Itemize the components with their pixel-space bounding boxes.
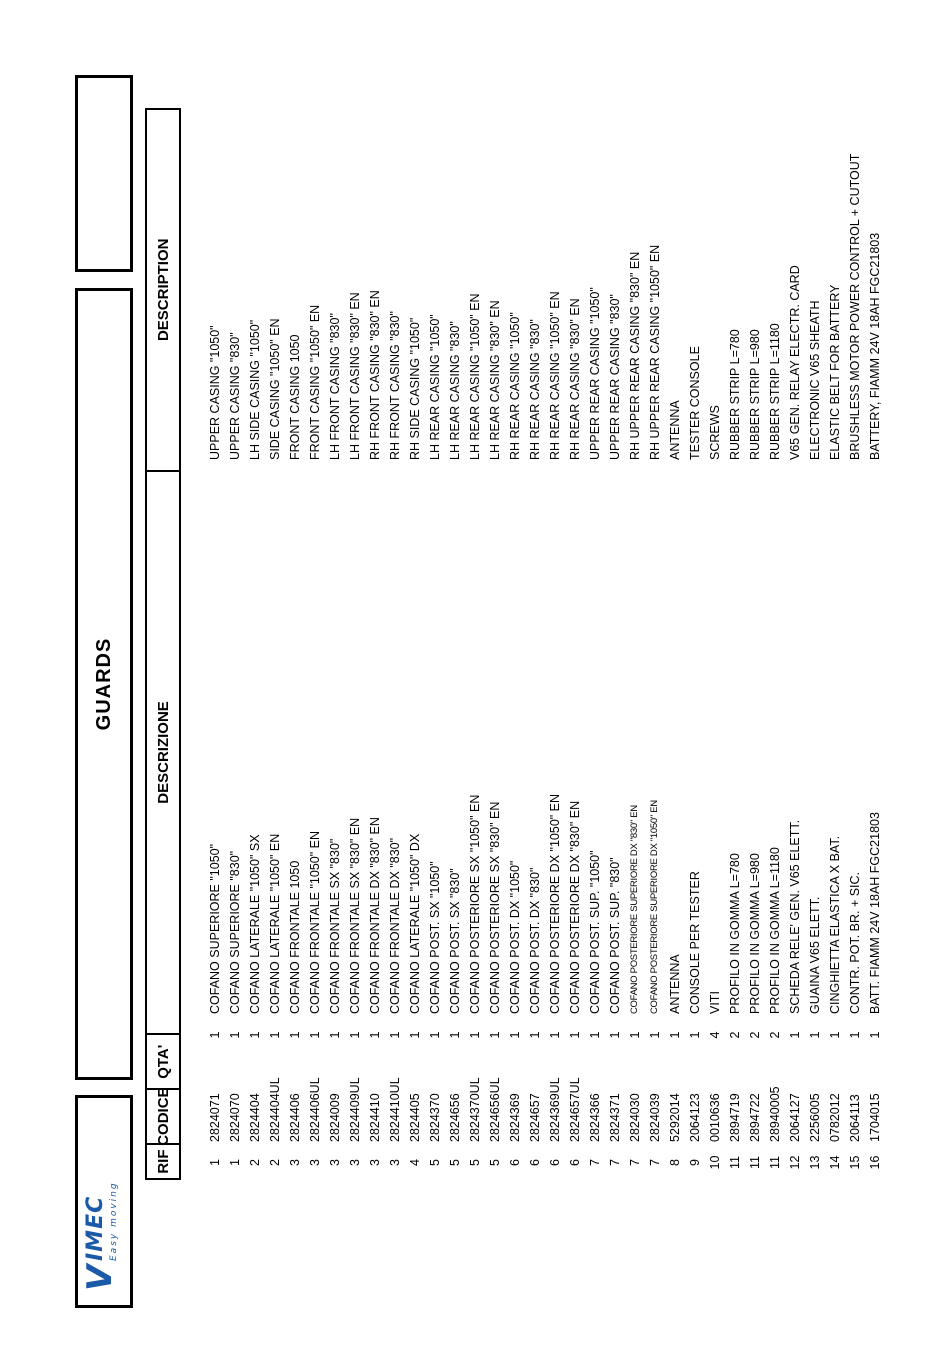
table-header bbox=[145, 108, 181, 1180]
cell-rif: 3 bbox=[308, 1159, 322, 1166]
cell-description: ELASTIC BELT FOR BATTERY bbox=[828, 284, 842, 460]
cell-rif: 2 bbox=[268, 1159, 282, 1166]
cell-codice: 2824404UL bbox=[268, 1077, 282, 1142]
cell-description: SIDE CASING "1050" EN bbox=[268, 318, 282, 460]
cell-descrizione: SCHEDA RELE' GEN. V65 ELETT. bbox=[788, 819, 802, 1014]
cell-descrizione: COFANO FRONTALE 1050 bbox=[288, 860, 302, 1014]
cell-codice: 2824404 bbox=[248, 1093, 262, 1142]
table-row bbox=[525, 108, 545, 1180]
cell-description: RH FRONT CASING "830" bbox=[388, 311, 402, 460]
cell-description: RH REAR CASING "830" bbox=[528, 319, 542, 460]
cell-descrizione: PROFILO IN GOMMA L=1180 bbox=[768, 847, 782, 1014]
header-description: DESCRIPTION bbox=[154, 238, 172, 342]
table-row bbox=[405, 108, 425, 1180]
cell-codice: 2824071 bbox=[208, 1093, 222, 1142]
cell-rif: 10 bbox=[708, 1155, 722, 1170]
cell-qta: 2 bbox=[768, 1031, 782, 1039]
table-row bbox=[305, 108, 325, 1180]
page-title: GUARDS bbox=[92, 637, 115, 731]
cell-codice: 2824657 bbox=[528, 1093, 542, 1142]
header-qta: QTA' bbox=[147, 1033, 179, 1088]
cell-qta: 1 bbox=[608, 1031, 622, 1039]
cell-codice: 2824030 bbox=[628, 1093, 642, 1142]
cell-descrizione: COFANO POST. SX "1050" bbox=[428, 861, 442, 1014]
cell-description: TESTER CONSOLE bbox=[688, 346, 702, 460]
cell-codice: 2824406UL bbox=[308, 1077, 322, 1142]
cell-description: ELECTRONIC V65 SHEATH bbox=[808, 300, 822, 460]
cell-rif: 6 bbox=[528, 1159, 542, 1166]
cell-qta: 1 bbox=[288, 1031, 302, 1039]
cell-rif: 16 bbox=[868, 1155, 882, 1170]
cell-description: V65 GEN. RELAY ELECTR. CARD bbox=[788, 265, 802, 460]
cell-descrizione: COFANO LATERALE "1050" EN bbox=[268, 833, 282, 1014]
cell-rif: 5 bbox=[468, 1159, 482, 1166]
cell-rif: 3 bbox=[368, 1159, 382, 1166]
cell-qta: 1 bbox=[268, 1031, 282, 1039]
cell-qta: 1 bbox=[788, 1031, 802, 1039]
table-row bbox=[645, 108, 665, 1180]
cell-codice: 1704015 bbox=[868, 1093, 882, 1142]
cell-description: LH SIDE CASING "1050" bbox=[248, 319, 262, 460]
cell-description: RUBBER STRIP L=1180 bbox=[768, 323, 782, 460]
cell-rif: 6 bbox=[508, 1159, 522, 1166]
cell-descrizione: COFANO FRONTALE DX "830" EN bbox=[368, 817, 382, 1014]
cell-qta: 1 bbox=[248, 1031, 262, 1039]
table-row bbox=[725, 108, 745, 1180]
cell-rif: 11 bbox=[728, 1156, 742, 1169]
cell-qta: 2 bbox=[728, 1031, 742, 1039]
cell-rif: 3 bbox=[288, 1159, 302, 1166]
cell-description: RH FRONT CASING "830" EN bbox=[368, 290, 382, 460]
cell-descrizione: COFANO POSTERIORE SUPERIORE DX "1050" EN bbox=[649, 800, 660, 1014]
cell-rif: 6 bbox=[548, 1159, 562, 1166]
cell-rif: 6 bbox=[568, 1159, 582, 1166]
cell-codice: 2824657UL bbox=[568, 1077, 582, 1142]
table-row bbox=[625, 108, 645, 1180]
cell-description: RH SIDE CASING "1050" bbox=[408, 317, 422, 460]
cell-description: RH REAR CASING "1050" bbox=[508, 312, 522, 460]
cell-qta: 1 bbox=[448, 1031, 462, 1039]
cell-description: UPPER CASING "1050" bbox=[208, 325, 222, 460]
blank-box bbox=[75, 75, 133, 272]
cell-codice: 2824009 bbox=[328, 1093, 342, 1142]
table-row bbox=[605, 108, 625, 1180]
cell-qta: 1 bbox=[688, 1031, 702, 1039]
logo-word: IMEC bbox=[83, 1195, 108, 1261]
cell-rif: 7 bbox=[628, 1159, 642, 1166]
cell-rif: 7 bbox=[648, 1159, 662, 1166]
cell-description: UPPER REAR CASING "1050" bbox=[588, 287, 602, 460]
table-row bbox=[565, 108, 585, 1180]
cell-qta: 1 bbox=[668, 1031, 682, 1039]
cell-descrizione: PROFILO IN GOMMA L=780 bbox=[728, 853, 742, 1014]
cell-rif: 3 bbox=[388, 1159, 402, 1166]
table-row bbox=[665, 108, 685, 1180]
cell-qta: 1 bbox=[328, 1031, 342, 1039]
cell-description: UPPER REAR CASING "830" bbox=[608, 294, 622, 460]
logo-letter: V bbox=[80, 1265, 120, 1291]
cell-qta: 1 bbox=[628, 1031, 642, 1039]
cell-qta: 1 bbox=[648, 1031, 662, 1039]
cell-description: RUBBER STRIP L=780 bbox=[728, 329, 742, 460]
cell-descrizione: COFANO FRONTALE SX "830" bbox=[328, 838, 342, 1014]
cell-qta: 1 bbox=[308, 1031, 322, 1039]
cell-codice: 2824410UL bbox=[388, 1077, 402, 1142]
cell-descrizione: COFANO FRONTALE SX "830" EN bbox=[348, 817, 362, 1014]
table-row bbox=[325, 108, 345, 1180]
cell-qta: 1 bbox=[368, 1031, 382, 1039]
table-row bbox=[845, 108, 865, 1180]
table-row bbox=[265, 108, 285, 1180]
cell-rif: 9 bbox=[688, 1159, 702, 1166]
cell-descrizione: COFANO POSTERIORE DX "1050" EN bbox=[548, 793, 562, 1014]
cell-rif: 7 bbox=[608, 1159, 622, 1166]
table-row bbox=[425, 108, 445, 1180]
table-row bbox=[285, 108, 305, 1180]
table-row bbox=[465, 108, 485, 1180]
cell-codice: 2894719 bbox=[728, 1093, 742, 1142]
table-row bbox=[865, 108, 885, 1180]
cell-codice: 2824369 bbox=[508, 1093, 522, 1142]
header-descrizione: DESCRIZIONE bbox=[147, 470, 179, 1034]
cell-qta: 1 bbox=[428, 1031, 442, 1039]
cell-qta: 1 bbox=[868, 1031, 882, 1039]
cell-qta: 1 bbox=[408, 1031, 422, 1039]
cell-rif: 5 bbox=[428, 1159, 442, 1166]
cell-descrizione: COFANO FRONTALE DX "830" bbox=[388, 837, 402, 1014]
cell-rif: 11 bbox=[768, 1156, 782, 1169]
table-row bbox=[585, 108, 605, 1180]
cell-descrizione: CONSOLE PER TESTER bbox=[688, 871, 702, 1014]
table-row bbox=[245, 108, 265, 1180]
cell-qta: 1 bbox=[208, 1031, 222, 1039]
header-codice: CODICE bbox=[147, 1088, 179, 1143]
cell-rif: 4 bbox=[408, 1159, 422, 1166]
cell-codice: 0010636 bbox=[708, 1093, 722, 1142]
table-row bbox=[785, 108, 805, 1180]
cell-description: LH FRONT CASING "830" EN bbox=[348, 292, 362, 460]
cell-codice: 2824406 bbox=[288, 1093, 302, 1142]
cell-codice: 2824405 bbox=[408, 1093, 422, 1142]
cell-description: RUBBER STRIP L=980 bbox=[748, 329, 762, 460]
table-row bbox=[345, 108, 365, 1180]
cell-description: RH UPPER REAR CASING "830" EN bbox=[628, 251, 642, 460]
cell-codice: 2824656 bbox=[448, 1093, 462, 1142]
cell-qta: 2 bbox=[748, 1031, 762, 1039]
cell-codice: 2824371 bbox=[608, 1093, 622, 1142]
cell-codice: 2824366 bbox=[588, 1093, 602, 1142]
cell-descrizione: COFANO LATERALE "1050" DX bbox=[408, 833, 422, 1014]
cell-qta: 1 bbox=[808, 1031, 822, 1039]
cell-descrizione: COFANO LATERALE "1050" SX bbox=[248, 834, 262, 1014]
cell-description: LH REAR CASING "1050" EN bbox=[468, 293, 482, 460]
cell-descrizione: BATT. FIAMM 24V 18AH FGC21803 bbox=[868, 812, 882, 1014]
parts-table bbox=[205, 108, 885, 1180]
cell-description: ANTENNA bbox=[668, 400, 682, 460]
table-row bbox=[705, 108, 725, 1180]
cell-codice: 0782012 bbox=[828, 1093, 842, 1142]
cell-codice: 2824370UL bbox=[468, 1077, 482, 1142]
cell-description: LH REAR CASING "830" bbox=[448, 321, 462, 460]
cell-descrizione: COFANO POST. SUP. "830" bbox=[608, 857, 622, 1014]
cell-codice: 2824369UL bbox=[548, 1077, 562, 1142]
cell-descrizione: COFANO SUPERIORE "1050" bbox=[208, 843, 222, 1014]
cell-codice: 28940005 bbox=[768, 1086, 782, 1142]
table-row bbox=[445, 108, 465, 1180]
cell-description: RH REAR CASING "830" EN bbox=[568, 298, 582, 460]
cell-rif: 1 bbox=[228, 1159, 242, 1166]
cell-descrizione: COFANO POSTERIORE SX "1050" EN bbox=[468, 794, 482, 1014]
cell-qta: 1 bbox=[548, 1031, 562, 1039]
cell-rif: 3 bbox=[348, 1159, 362, 1166]
cell-descrizione: COFANO FRONTALE "1050" EN bbox=[308, 831, 322, 1014]
cell-qta: 1 bbox=[828, 1031, 842, 1039]
cell-codice: 2824039 bbox=[648, 1093, 662, 1142]
cell-rif: 2 bbox=[248, 1159, 262, 1166]
cell-rif: 14 bbox=[828, 1155, 842, 1170]
cell-descrizione: COFANO POSTERIORE DX "830" EN bbox=[568, 800, 582, 1014]
cell-rif: 7 bbox=[588, 1159, 602, 1166]
cell-rif: 13 bbox=[808, 1155, 822, 1170]
cell-codice: 2894722 bbox=[748, 1093, 762, 1142]
cell-codice: 2064113 bbox=[848, 1094, 862, 1142]
cell-descrizione: GUAINA V65 ELETT. bbox=[808, 896, 822, 1014]
cell-rif: 1 bbox=[208, 1159, 222, 1166]
cell-rif: 5 bbox=[448, 1159, 462, 1166]
cell-description: BATTERY, FIAMM 24V 18AH FGC21803 bbox=[868, 232, 882, 460]
table-row bbox=[765, 108, 785, 1180]
cell-codice: 5292014 bbox=[668, 1093, 682, 1142]
header-rif: RIF bbox=[147, 1143, 179, 1178]
table-row bbox=[745, 108, 765, 1180]
cell-descrizione: COFANO POST. SX "830" bbox=[448, 868, 462, 1014]
cell-description: RH REAR CASING "1050" EN bbox=[548, 291, 562, 460]
table-row bbox=[365, 108, 385, 1180]
cell-descrizione: COFANO POST. DX "1050" bbox=[508, 860, 522, 1014]
cell-description: SCREWS bbox=[708, 405, 722, 460]
cell-qta: 1 bbox=[468, 1031, 482, 1039]
cell-qta: 1 bbox=[488, 1031, 502, 1039]
cell-codice: 2824410 bbox=[368, 1093, 382, 1142]
cell-qta: 1 bbox=[388, 1031, 402, 1039]
table-row bbox=[205, 108, 225, 1180]
logo-slogan: Easy moving bbox=[109, 1181, 119, 1261]
cell-descrizione: COFANO POST. DX "830" bbox=[528, 867, 542, 1014]
cell-qta: 4 bbox=[708, 1031, 722, 1039]
cell-qta: 1 bbox=[568, 1031, 582, 1039]
cell-description: LH FRONT CASING "830" bbox=[328, 313, 342, 460]
title-box bbox=[75, 288, 133, 1080]
cell-qta: 1 bbox=[588, 1031, 602, 1039]
cell-codice: 2064127 bbox=[788, 1093, 802, 1142]
cell-description: RH UPPER REAR CASING "1050" EN bbox=[648, 244, 662, 460]
cell-descrizione: CINGHIETTA ELASTICA X BAT. bbox=[828, 835, 842, 1014]
table-row bbox=[225, 108, 245, 1180]
cell-description: LH REAR CASING "830" EN bbox=[488, 300, 502, 460]
cell-rif: 8 bbox=[668, 1159, 682, 1166]
vimec-logo bbox=[78, 1098, 130, 1305]
cell-rif: 5 bbox=[488, 1159, 502, 1166]
cell-rif: 15 bbox=[848, 1155, 862, 1170]
table-row bbox=[685, 108, 705, 1180]
cell-descrizione: PROFILO IN GOMMA L=980 bbox=[748, 853, 762, 1014]
cell-descrizione: CONTR. POT. BR. + SIC. bbox=[848, 871, 862, 1014]
cell-codice: 2824409UL bbox=[348, 1077, 362, 1142]
cell-descrizione: COFANO SUPERIORE "830" bbox=[228, 850, 242, 1014]
table-row bbox=[805, 108, 825, 1180]
cell-rif: 3 bbox=[328, 1159, 342, 1166]
cell-description: UPPER CASING "830" bbox=[228, 332, 242, 460]
table-row bbox=[485, 108, 505, 1180]
cell-codice: 2064123 bbox=[688, 1093, 702, 1142]
cell-codice: 2256005 bbox=[808, 1093, 822, 1142]
table-row bbox=[505, 108, 525, 1180]
cell-descrizione: COFANO POSTERIORE SUPERIORE DX "830" EN bbox=[629, 805, 640, 1014]
cell-descrizione: VITI bbox=[708, 991, 722, 1014]
table-row bbox=[545, 108, 565, 1180]
cell-rif: 11 bbox=[748, 1156, 762, 1169]
cell-qta: 1 bbox=[228, 1031, 242, 1039]
logo-box bbox=[75, 1095, 133, 1308]
cell-descrizione: ANTENNA bbox=[668, 954, 682, 1014]
cell-rif: 12 bbox=[788, 1155, 802, 1170]
cell-descrizione: COFANO POST. SUP. "1050" bbox=[588, 850, 602, 1014]
table-row bbox=[385, 108, 405, 1180]
cell-codice: 2824370 bbox=[428, 1093, 442, 1142]
cell-description: FRONT CASING 1050 bbox=[288, 334, 302, 460]
table-row bbox=[825, 108, 845, 1180]
cell-descrizione: COFANO POSTERIORE SX "830" EN bbox=[488, 801, 502, 1014]
cell-qta: 1 bbox=[348, 1031, 362, 1039]
cell-description: FRONT CASING "1050" EN bbox=[308, 304, 322, 460]
cell-description: LH REAR CASING "1050" bbox=[428, 314, 442, 460]
cell-qta: 1 bbox=[508, 1031, 522, 1039]
cell-codice: 2824070 bbox=[228, 1093, 242, 1142]
cell-codice: 2824656UL bbox=[488, 1077, 502, 1142]
cell-qta: 1 bbox=[848, 1031, 862, 1039]
cell-qta: 1 bbox=[528, 1031, 542, 1039]
cell-description: BRUSHLESS MOTOR POWER CONTROL + CUTOUT bbox=[848, 153, 862, 460]
